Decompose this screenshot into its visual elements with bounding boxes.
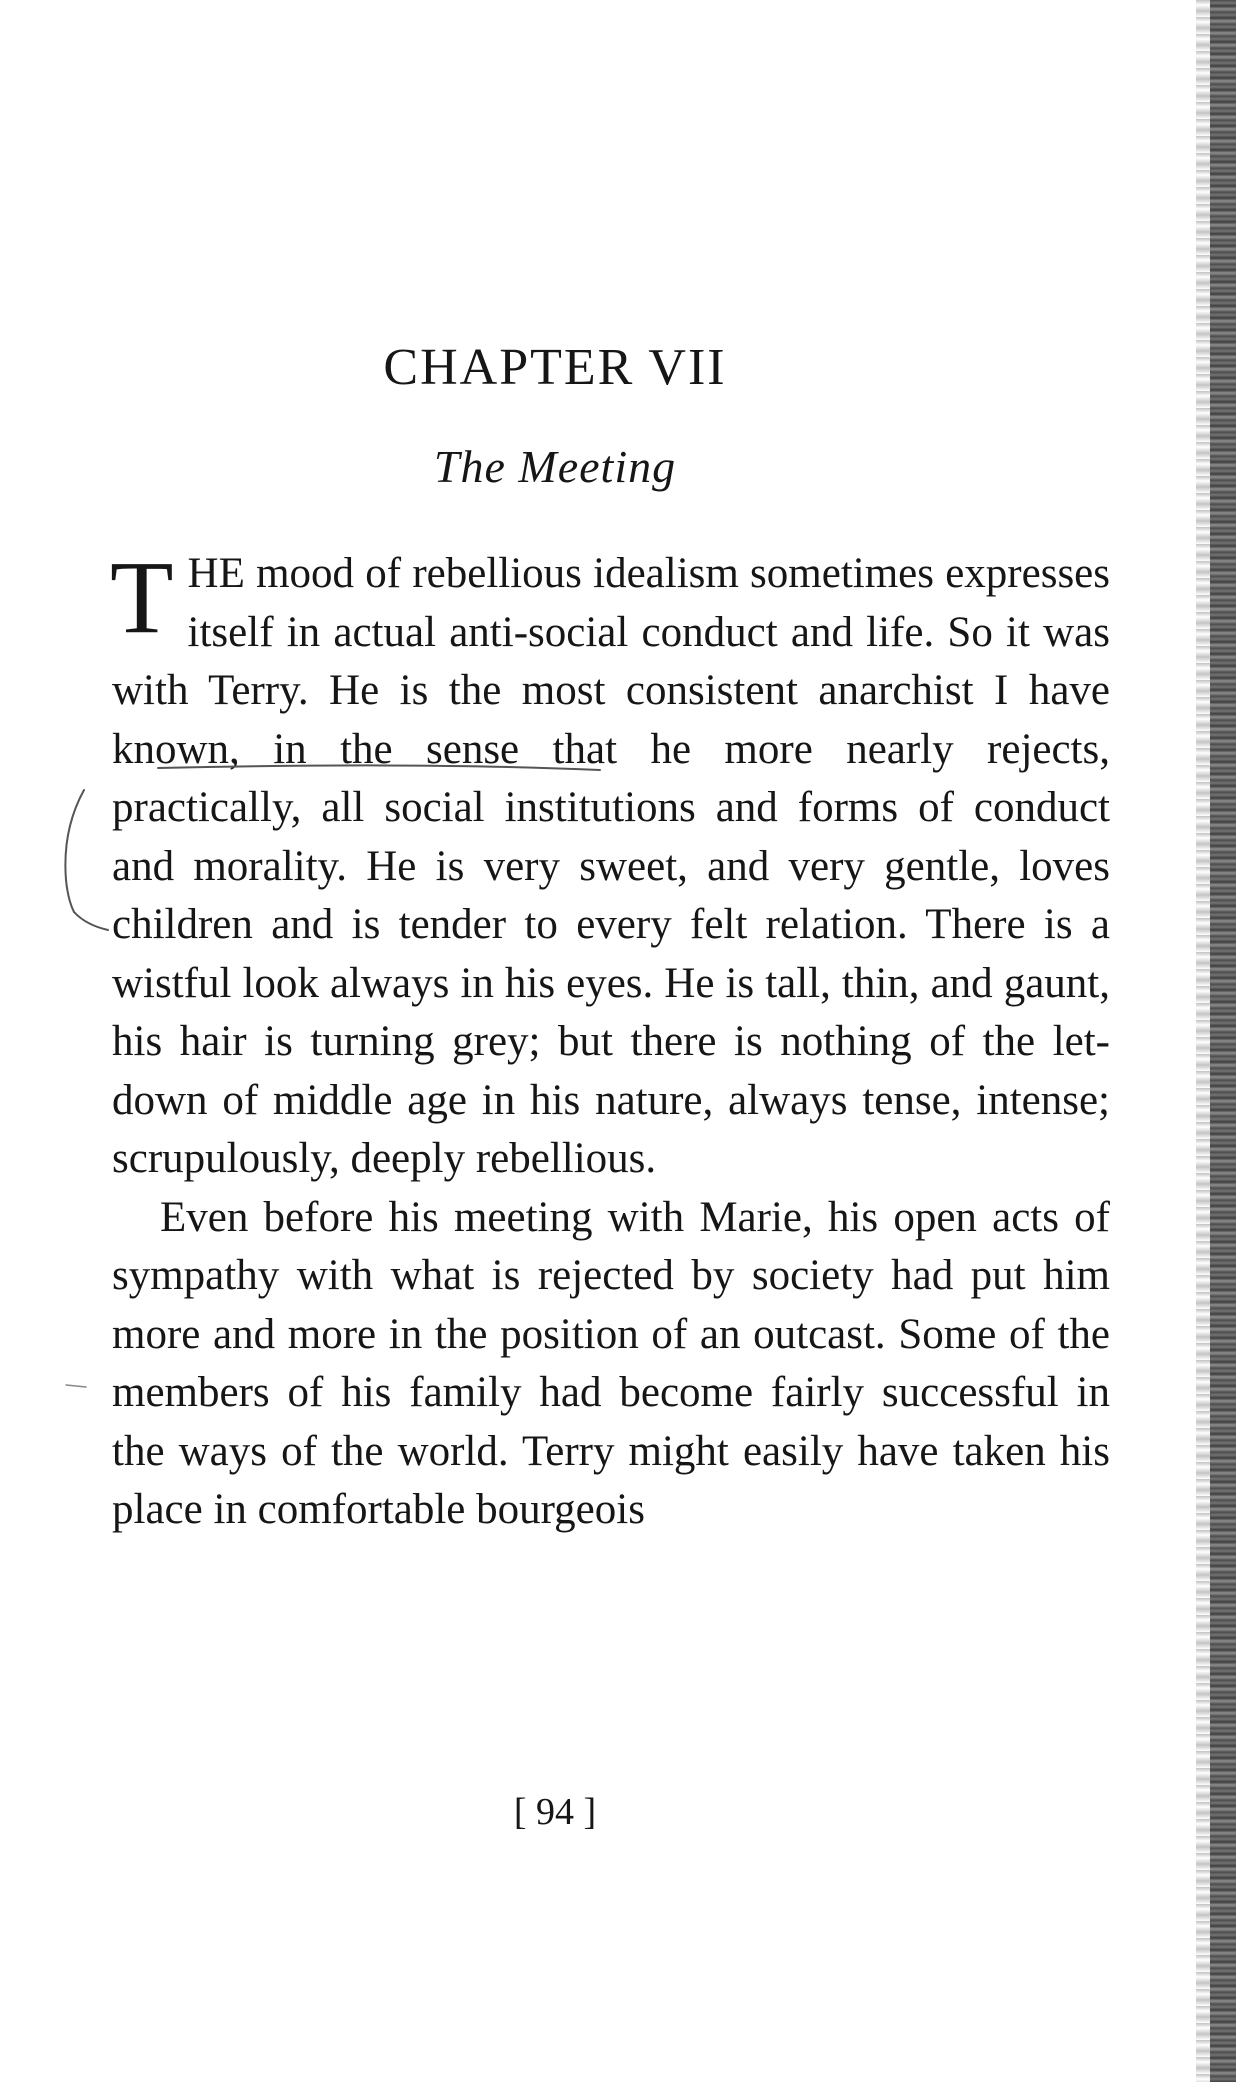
- paragraph-1: [110, 540, 1110, 1189]
- pencil-margin-hook: [74, 912, 108, 930]
- pencil-margin-tick: [66, 1385, 86, 1387]
- page-gutter-shadow: [1196, 0, 1210, 2082]
- chapter-subtitle: The Meeting: [433, 441, 677, 492]
- pencil-margin-bracket: [65, 790, 84, 912]
- paragraph-1-text: HE mood of rebellious idealism sometimes expresses itself in actual anti-social conduct and life. So it was with Terry. He is the most consistent anarchist I have known, in the sense that he more nearly rejects, practically, all social institutions and forms of conduct and morality. He is very sweet, and very gentle, loves children and is tender to every felt relation. There is a wistful look always in his eyes. He is tall, thin, and gaunt, his hair is turning grey; but there is nothing of the let-down of middle age in his nature, always tense, intense; scrupulously, deeply rebellious.: [112, 550, 1110, 1182]
- page-number: [ 94 ]: [513, 1791, 597, 1833]
- drop-cap: T: [110, 540, 174, 655]
- paragraph-2-text: Even before his meeting with Marie, his open acts of sympathy with what is rejected by society had put him more and more in the position of an outcast. Some of the members of his family had become fairly successful in the ways of the world. Terry might easily have taken his place in comfortable bourgeois: [112, 1193, 1110, 1533]
- chapter-title: CHAPTER VII: [383, 339, 727, 396]
- page-gutter-edge: [1210, 0, 1236, 2082]
- body-text: [110, 540, 1110, 1540]
- paragraph-2: [112, 1189, 1110, 1540]
